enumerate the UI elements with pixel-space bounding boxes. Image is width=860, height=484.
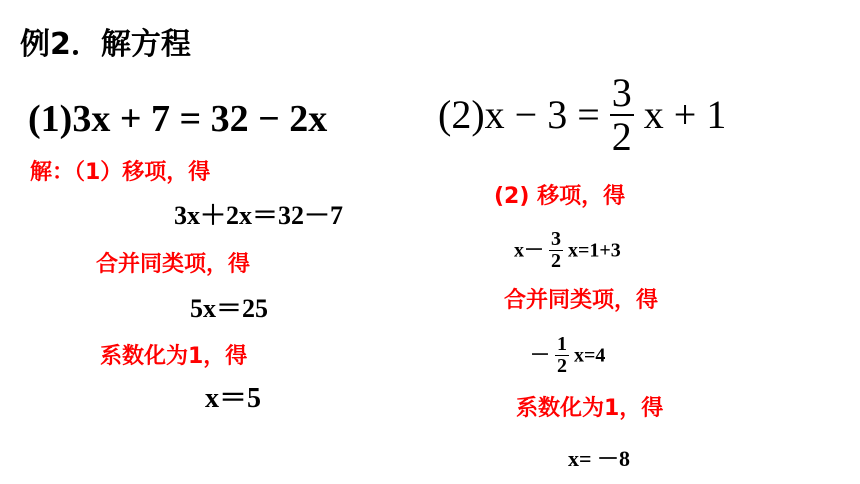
equation-2-fraction-denominator: 2 <box>611 114 632 159</box>
solution-2-step-1 <box>514 229 621 272</box>
equation-1-body: 3x + 7 = 32 − 2x <box>72 98 328 140</box>
equation-2-fraction <box>610 72 634 158</box>
solution-1-coef-label: 系数化为1，得 <box>100 344 248 369</box>
solution-2-step-2-prefix: － <box>530 344 550 367</box>
solution-2-step-1-numerator: 3 <box>551 228 561 250</box>
solution-2-intro: (2) 移项，得 <box>494 184 626 209</box>
equation-1-label: (1) <box>28 98 73 140</box>
solution-2-step-1-denominator: 2 <box>551 250 561 272</box>
solution-1-step-2: 5x＝25 <box>190 294 269 323</box>
solution-2-step-2 <box>530 334 605 377</box>
solution-1-answer: x＝5 <box>205 383 262 414</box>
equation-2 <box>438 72 726 158</box>
solution-2-step-2-suffix: x=4 <box>574 344 606 367</box>
solution-2-step-1-fraction <box>549 229 563 272</box>
equation-2-fraction-numerator: 3 <box>611 70 632 115</box>
solution-1-intro: 解：（1）移项，得 <box>30 160 211 185</box>
solution-2-coef-label: 系数化为1，得 <box>516 396 664 421</box>
equation-2-label: (2) <box>438 92 485 137</box>
solution-2-step-1-suffix: x=1+3 <box>568 239 621 262</box>
equation-2-left: x − 3 = <box>484 92 600 137</box>
solution-2-answer: x= －8 <box>568 446 631 471</box>
solution-2-step-2-numerator: 1 <box>557 333 567 355</box>
page-title: 例2．解方程 <box>20 27 191 62</box>
solution-2-merge-label: 合并同类项，得 <box>504 288 659 313</box>
solution-2-step-2-denominator: 2 <box>557 355 567 377</box>
solution-1-merge-label: 合并同类项，得 <box>96 252 251 277</box>
solution-2-step-2-fraction <box>555 334 569 377</box>
equation-1 <box>28 100 327 138</box>
solution-2-step-1-prefix: x－ <box>514 239 544 262</box>
equation-2-right: x + 1 <box>643 92 727 137</box>
solution-1-step-1: 3x＋2x＝32－7 <box>174 201 344 230</box>
